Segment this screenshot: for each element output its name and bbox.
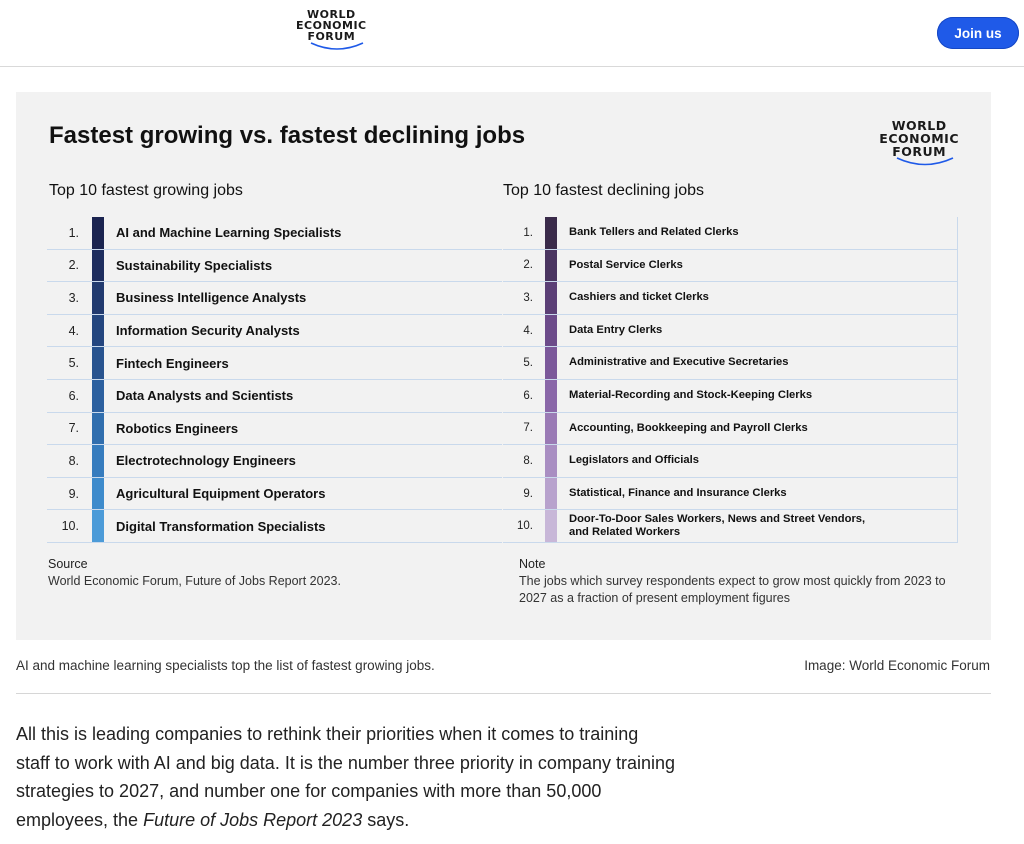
rank-number: 8. [523,454,533,467]
color-bar [92,478,104,510]
job-title: Agricultural Equipment Operators [116,486,326,502]
paragraph-text: All this is leading companies to rethink their priorities when it comes to training staff to work with AI and big data. It is the number three priority in company training strategies to 2027, and number one for companies with more than 50,000 employees, the [16,724,676,830]
job-title: Business Intelligence Analysts [116,290,307,306]
job-title: Cashiers and ticket Clerks [569,291,709,304]
rank-number: 8. [68,453,79,468]
color-bar [545,510,557,542]
rank-number: 6. [68,388,79,403]
declining-job-row [503,250,958,283]
declining-jobs-list [503,217,958,543]
rank-number: 5. [523,357,533,370]
article-paragraph [16,720,676,834]
job-title: Electrotechnology Engineers [116,453,296,469]
infographic-title: Fastest growing vs. fastest declining jobs [49,122,526,149]
growing-job-row [47,413,502,446]
logo-arc-icon [895,156,955,169]
join-us-button[interactable]: Join us [937,17,1019,49]
declining-job-row [503,347,958,380]
color-bar [545,347,557,379]
growing-job-row [47,478,502,511]
color-bar [545,445,557,477]
color-bar [92,250,104,282]
site-header [0,0,1024,67]
color-bar [92,282,104,314]
growing-job-row [47,380,502,413]
growing-job-row [47,250,502,283]
growing-job-row [47,282,502,315]
color-bar [92,347,104,379]
job-title: Robotics Engineers [116,420,239,436]
logo-line-1: WORLD [307,8,356,21]
rank-number: 3. [68,290,79,305]
infographic [16,92,991,640]
color-bar [545,282,557,314]
rank-number: 1. [68,225,79,240]
color-bar [92,510,104,542]
color-bar [92,380,104,412]
rank-number: 2. [68,258,79,273]
job-title: Data Analysts and Scientists [116,388,294,404]
job-title: Material-Recording and Stock-Keeping Clerks [569,389,813,402]
rank-number: 2. [523,259,533,272]
infographic-wef-logo [879,120,959,158]
rank-number: 10. [61,519,79,534]
job-title: Accounting, Bookkeeping and Payroll Clerks [569,421,808,434]
rank-number: 9. [68,486,79,501]
job-title: AI and Machine Learning Specialists [116,225,342,241]
color-bar [92,445,104,477]
paragraph-text-end: says. [362,809,410,830]
rank-number: 1. [523,226,533,239]
declining-job-row [503,478,958,511]
declining-jobs-heading: Top 10 fastest declining jobs [503,182,705,199]
note-text: The jobs which survey respondents expect to grow most quickly from 2023 to 2027 as a fraction of present employment figures [519,574,946,605]
growing-job-row [47,347,502,380]
logo-line-1: WORLD [891,118,947,133]
growing-job-row [47,315,502,348]
rank-number: 3. [523,291,533,304]
rank-number: 4. [68,323,79,338]
source-text: World Economic Forum, Future of Jobs Report 2023. [48,574,341,588]
logo-line-3: FORUM [892,143,947,159]
declining-job-row [503,315,958,348]
job-title: Information Security Analysts [116,323,300,339]
rank-number: 7. [68,421,79,436]
color-bar [545,315,557,347]
job-title: Legislators and Officials [569,454,699,467]
logo-line-2: ECONOMIC [879,130,959,146]
rank-number: 9. [523,487,533,500]
declining-job-row [503,380,958,413]
wef-logo[interactable] [296,9,367,43]
color-bar [92,413,104,445]
color-bar [92,315,104,347]
job-title: Sustainability Specialists [116,257,273,273]
image-caption: AI and machine learning specialists top the list of fastest growing jobs. [16,658,435,673]
source-label: Source [48,557,88,571]
logo-arc-icon [309,41,365,53]
divider [16,693,991,694]
job-title: Digital Transformation Specialists [116,518,326,534]
job-title: Fintech Engineers [116,355,229,371]
note-label: Note [519,557,546,571]
color-bar [545,478,557,510]
declining-job-row [503,217,958,250]
rank-number: 4. [523,324,533,337]
growing-job-row [47,445,502,478]
growing-job-row [47,510,502,543]
job-title: Data Entry Clerks [569,323,663,336]
job-title: Statistical, Finance and Insurance Clerks [569,486,787,499]
rank-number: 10. [517,520,533,533]
rank-number: 6. [523,389,533,402]
growing-job-row [47,217,502,250]
declining-job-row [503,510,958,543]
rank-number: 7. [523,422,533,435]
logo-line-2: ECONOMIC [296,19,367,33]
color-bar [545,250,557,282]
job-title: Postal Service Clerks [569,258,683,271]
declining-job-row [503,282,958,315]
growing-jobs-heading: Top 10 fastest growing jobs [49,182,243,199]
growing-jobs-list [47,217,502,543]
color-bar [545,413,557,445]
declining-job-row [503,445,958,478]
job-title: Door-To-Door Sales Workers, News and Street Vendors, and Related Workers [569,512,866,539]
job-title: Bank Tellers and Related Clerks [569,226,739,239]
rank-number: 5. [68,356,79,371]
image-credit: Image: World Economic Forum [804,658,990,673]
color-bar [92,217,104,249]
logo-line-3: FORUM [307,30,356,44]
color-bar [545,217,557,249]
color-bar [545,380,557,412]
declining-job-row [503,413,958,446]
job-title: Administrative and Executive Secretaries [569,356,789,369]
report-title: Future of Jobs Report 2023 [143,809,363,830]
